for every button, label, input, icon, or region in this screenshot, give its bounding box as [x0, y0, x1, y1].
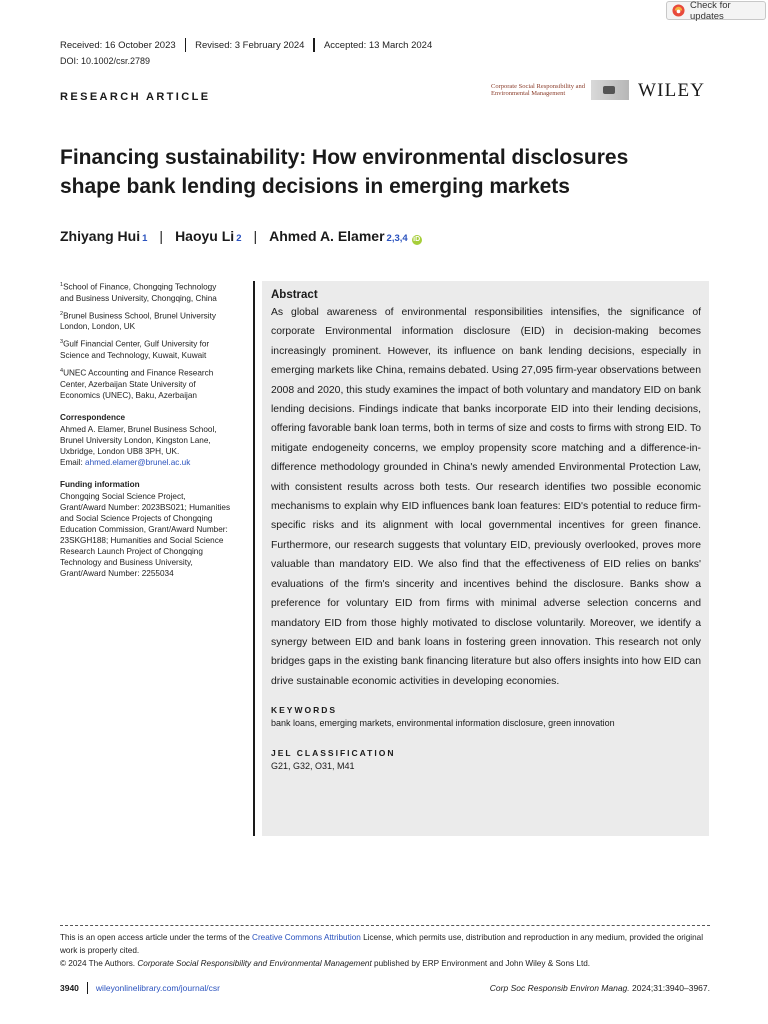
keywords-text: bank loans, emerging markets, environmental information disclosure, green innovation — [271, 718, 615, 729]
license-text: License, which permits use, distribution and reproduction in any medium, provided the original work is properly cited. — [60, 933, 704, 955]
jel-heading: JEL CLASSIFICATION — [271, 748, 396, 759]
page-footer — [60, 982, 710, 994]
citation — [490, 983, 710, 993]
email-label: Email: — [60, 457, 86, 467]
copyright-journal: Corporate Social Responsibility and Environmental Management — [137, 959, 372, 968]
journal-url-link[interactable]: wileyonlinelibrary.com/journal/csr — [95, 983, 221, 993]
copyright-text: published by ERP Environment and John Wiley & Sons Ltd. — [371, 959, 591, 968]
received-date: Received: 16 October 2023 — [60, 39, 176, 51]
accepted-date: Accepted: 13 March 2024 — [323, 39, 433, 51]
affiliation-number: 2 — [60, 310, 64, 317]
date-separator — [185, 38, 187, 52]
author-name[interactable]: Zhiyang Hui — [60, 228, 141, 244]
abstract-text: As global awareness of environmental responsibilities intensifies, the significance of corporate Environmental information disclosure (EID) in decision-making becomes increasingly prominent. However, its influence on bank lending decisions, especially in emerging markets like China, remains debated. Using 27,095 firm-year observations between 2008 and 2020, this study examines the impact of both voluntary and mandatory EID on bank lending decisions. Findings indicate that banks incorporate EID into their lending decisions, offering favorable bank loan terms, both in terms of size and costs to firms with strong EID. To mitigate endogeneity concerns, we employ propensity score matching and a difference-in-difference methodology grounded in China's newly amended Environmental Protection Law, with consistent results across both tests. Our research identifies two possible economic mechanisms to explain why EID influences bank loan features: EID's potential to reduce firm-specific risks and its alignment with local governmental incentives for green finance. Furthermore, our research suggests that voluntary EID, previously overlooked, proves more valuable than mandatory EID. We also find that the effectiveness of EID relies on banks' evaluations of the firm's sincerity and incentives behind the disclosure. Banks show a preference for voluntary EID from firms with minimal adverse selection concerns and mandatory EID from those highly motivated to disclose voluntarily. Moreover, we identify a synergy between EID and bank loans in fostering green innovation. This research not only bridges gaps in the existing bank financing literature but also offers insights into how EID can drive sustainable economic activities in developing economies. — [271, 307, 701, 687]
correspondence-email-link[interactable]: ahmed.elamer@brunel.ac.uk — [85, 457, 191, 467]
affiliation — [60, 366, 232, 401]
journal-logo-line1: Corporate Social Responsibility and — [491, 82, 586, 90]
affiliation-number: 3 — [60, 339, 64, 346]
orcid-icon[interactable]: iD — [413, 236, 421, 243]
license-line — [60, 931, 710, 957]
publisher-logo[interactable]: WILEY — [638, 80, 706, 101]
keywords-heading: KEYWORDS — [271, 705, 338, 716]
article-info-column — [60, 280, 232, 579]
journal-cover-icon — [591, 80, 629, 100]
affiliation — [60, 309, 232, 333]
correspondence-heading: Correspondence — [60, 412, 126, 422]
footer-separator — [87, 982, 88, 994]
author-affiliation-ref[interactable]: 1 — [142, 233, 148, 244]
citation-journal: Corp Soc Responsib Environ Manag. — [489, 983, 630, 993]
author-list — [60, 228, 422, 245]
article-dates — [60, 38, 432, 52]
article-title: Financing sustainability: How environmental disclosures shape bank lending decisions in emerging markets — [60, 146, 629, 198]
license-text: This is an open access article under the terms of the — [60, 933, 253, 942]
funding-text: Chongqing Social Science Project, Grant/Award Number: 2023BS021; Humanities and Social Science Projects of Chongqing Education Commission, Grant/Award Number: 23SKGH188; Humanities and Social Science Research Launch Project of Chongqing Technology and Business University, Grant/Award Number: 2255034 — [60, 491, 231, 578]
article-type: RESEARCH ARTICLE — [60, 91, 211, 103]
affiliation-number: 1 — [60, 282, 64, 288]
date-separator — [313, 38, 315, 52]
copyright-text: © 2024 The Authors. — [60, 959, 138, 968]
affiliation-text: UNEC Accounting and Finance Research Center, Azerbaijan State University of Economics (UNEC), Baku, Azerbaijan — [60, 368, 214, 400]
journal-logo-text — [491, 83, 591, 98]
author-separator: | — [159, 228, 164, 244]
check-for-updates-button[interactable] — [666, 1, 766, 20]
check-updates-icon — [672, 4, 685, 17]
creative-commons-link[interactable]: Creative Commons Attribution — [252, 933, 361, 942]
affiliation-number: 4 — [60, 368, 64, 375]
author-name[interactable]: Ahmed A. Elamer — [269, 228, 385, 244]
check-for-updates-label: Check for updates — [690, 0, 731, 22]
page-number: 3940 — [60, 983, 79, 993]
funding-heading: Funding information — [60, 479, 140, 489]
correspondence-email-line — [60, 457, 232, 468]
author-separator: | — [253, 228, 258, 244]
author-name[interactable]: Haoyu Li — [175, 228, 235, 244]
author-affiliation-ref[interactable]: 2 — [236, 233, 242, 244]
affiliation-text: School of Finance, Chongqing Technology and Business University, Chongqing, China — [60, 282, 217, 303]
journal-logo-line2: Environmental Management — [491, 90, 566, 97]
jel-text: G21, G32, O31, M41 — [271, 761, 355, 772]
journal-logo[interactable] — [491, 80, 629, 100]
author-affiliation-ref[interactable]: 2,3,4 — [386, 233, 408, 244]
doi[interactable]: DOI: 10.1002/csr.2789 — [60, 56, 151, 66]
footer-divider — [60, 925, 710, 926]
affiliation — [60, 280, 232, 304]
affiliation — [60, 337, 232, 361]
license-notice — [60, 931, 710, 970]
abstract-heading: Abstract — [271, 289, 318, 301]
affiliation-text: Gulf Financial Center, Gulf University for Science and Technology, Kuwait, Kuwait — [60, 340, 210, 361]
copyright-line — [60, 957, 710, 970]
revised-date: Revised: 3 February 2024 — [195, 39, 305, 51]
citation-details: 2024;31:3940–3967. — [629, 983, 710, 993]
correspondence-text: Ahmed A. Elamer, Brunel Business School, Brunel University London, Kingston Lane, Uxbridge, London UB8 3PH, UK. — [60, 424, 217, 456]
affiliation-text: Brunel Business School, Brunel University London, London, UK — [60, 311, 216, 332]
column-divider — [253, 281, 255, 836]
abstract-box — [262, 281, 709, 836]
